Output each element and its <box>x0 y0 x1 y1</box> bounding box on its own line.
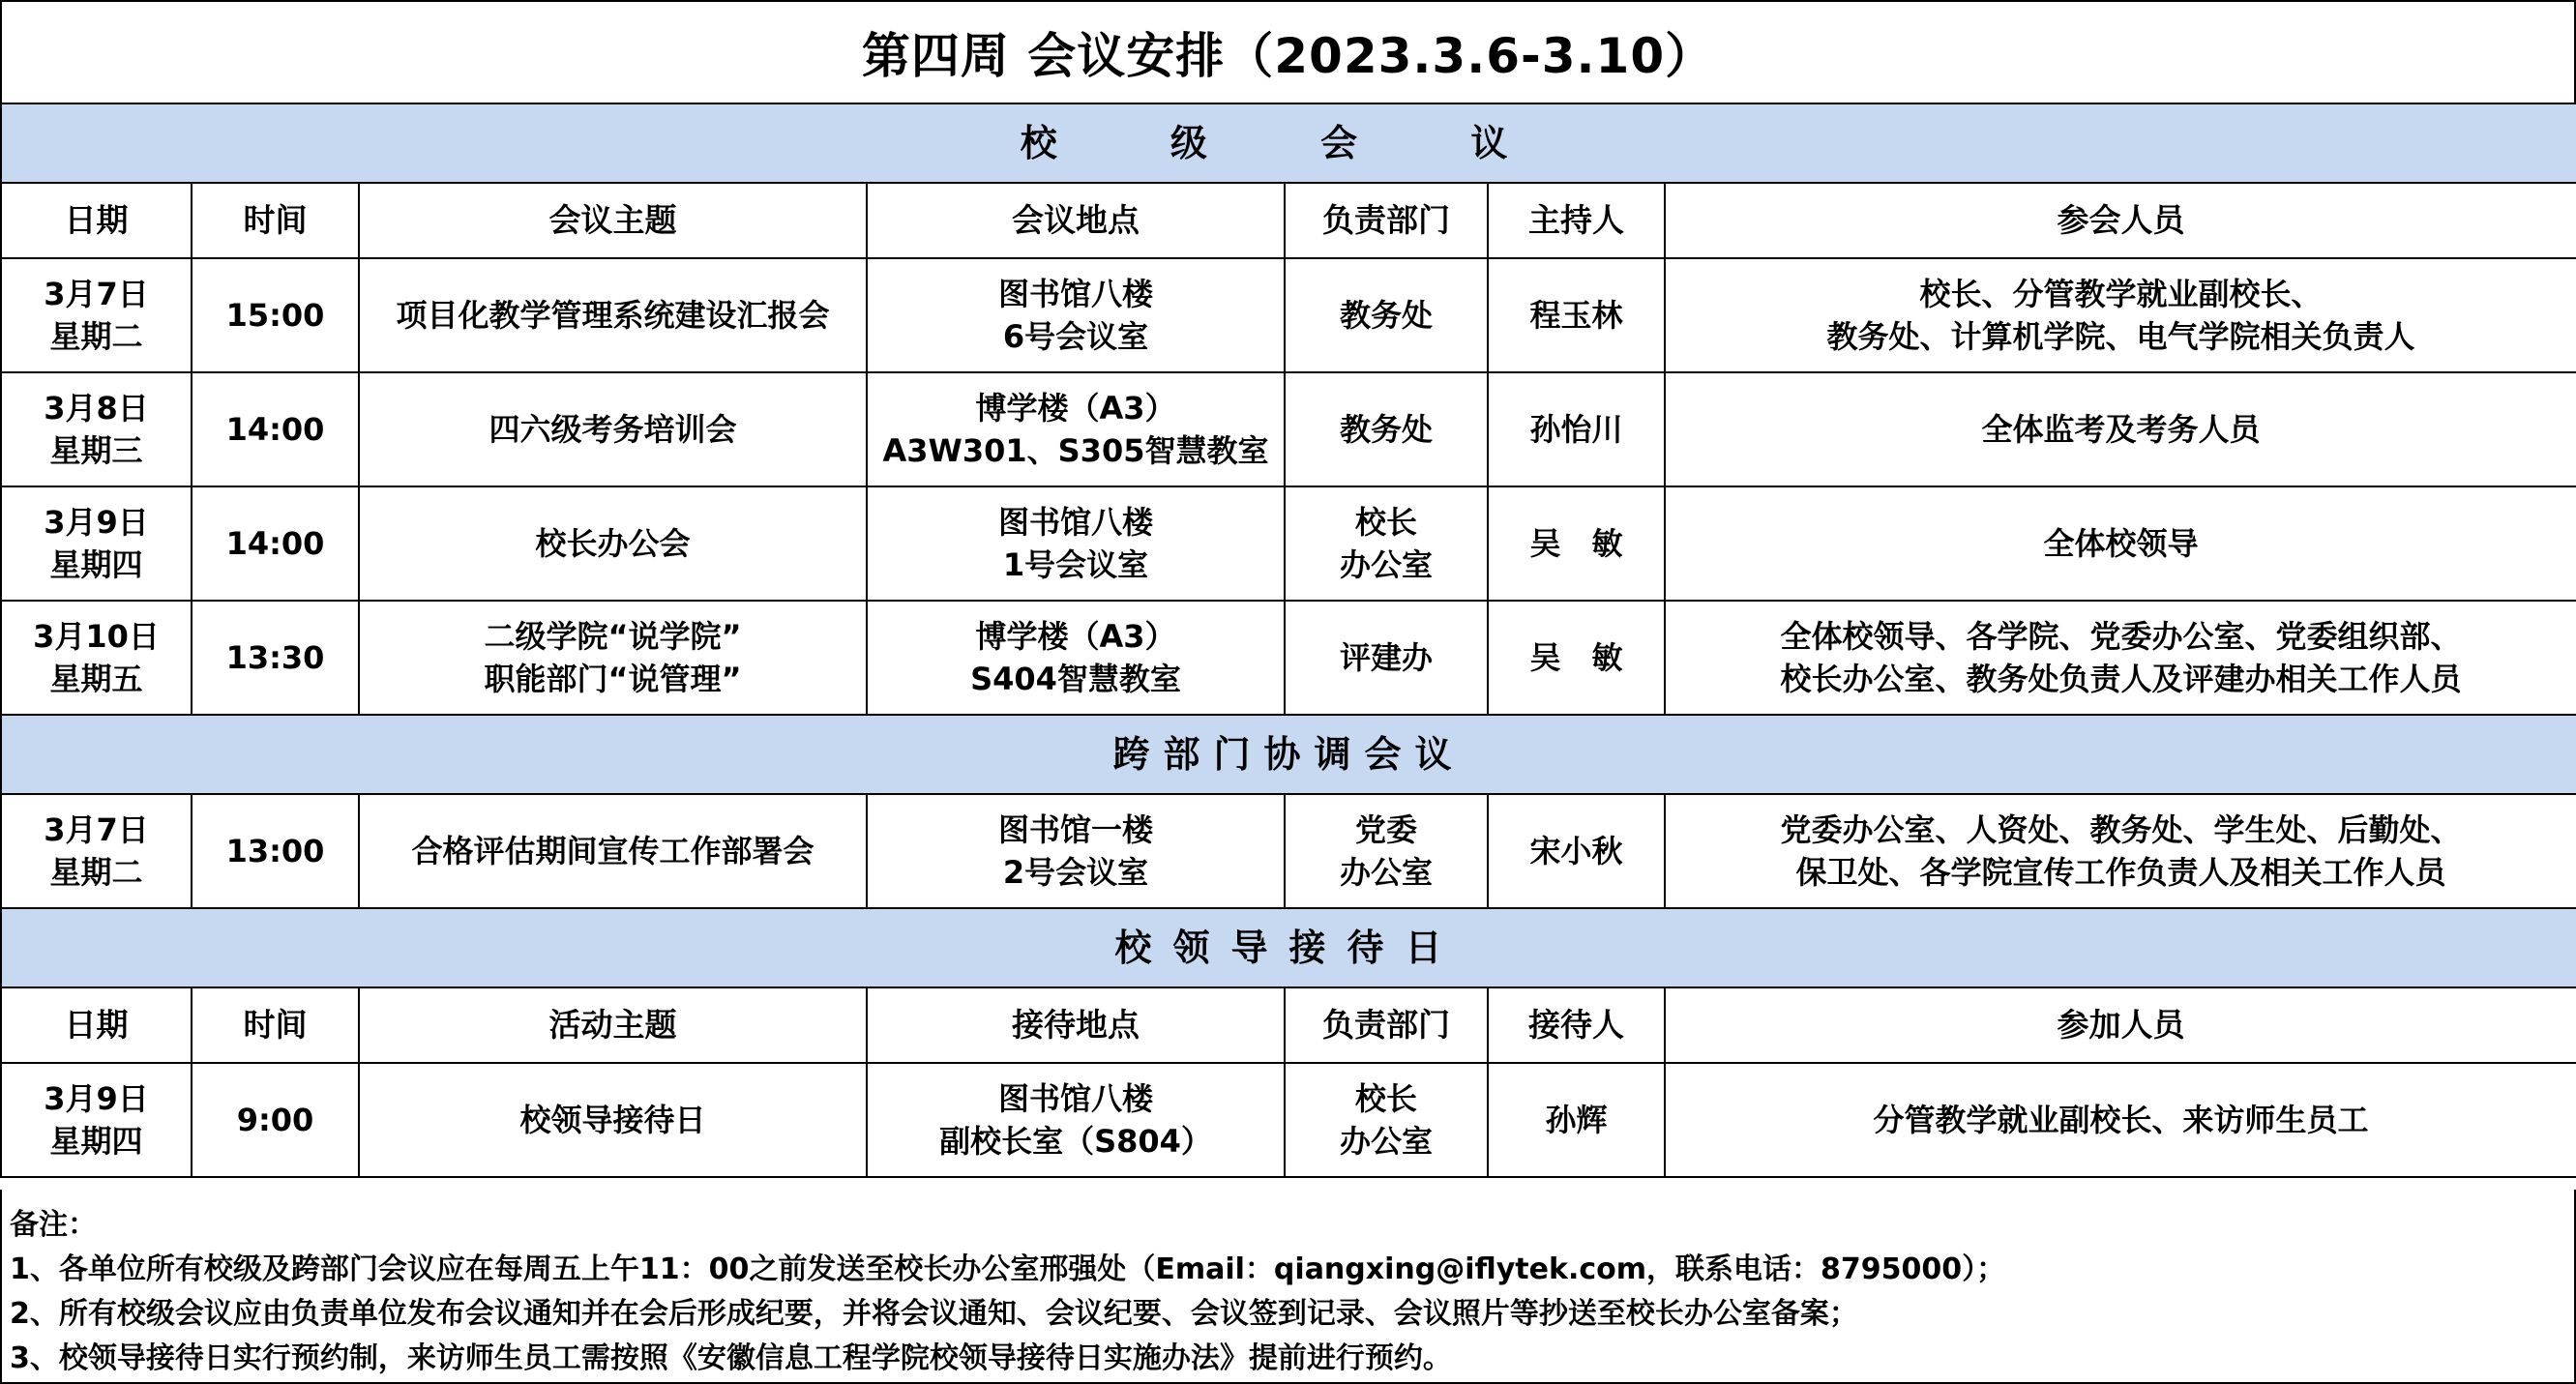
column-header: 负责部门 <box>1285 183 1488 258</box>
date-text: 3月7日 <box>44 811 149 848</box>
attendees-text: 保卫处、各学院宣传工作负责人及相关工作人员 <box>1795 854 2446 891</box>
topic-text: 项目化教学管理系统建设汇报会 <box>396 297 830 334</box>
notes-heading: 备注： <box>10 1208 97 1242</box>
column-header: 接待地点 <box>867 987 1285 1063</box>
topic-cell <box>359 258 867 372</box>
place-text: 2号会议室 <box>1002 854 1149 891</box>
attendees-text: 教务处、计算机学院、电气学院相关负责人 <box>1826 318 2415 355</box>
attendees-cell <box>1665 1063 2576 1177</box>
dept-text: 党委 <box>1354 811 1417 848</box>
time-text: 13:30 <box>225 639 325 676</box>
schedule-body <box>1 103 2576 1177</box>
column-header: 活动主题 <box>359 987 867 1063</box>
host-cell <box>1488 1063 1665 1177</box>
topic-cell <box>359 1063 867 1177</box>
attendees-text: 全体校领导、各学院、党委办公室、党委组织部、 <box>1780 618 2462 655</box>
attendees-cell <box>1665 794 2576 908</box>
note-item-2: 2、所有校级会议应由负责单位发布会议通知并在会后形成纪要，并将会议通知、会议纪要、会议签到记录、会议照片等抄送至校长办公室备案； <box>10 1297 1858 1331</box>
host-text: 吴 敏 <box>1529 639 1623 676</box>
reception-header <box>1 987 2576 1063</box>
date-text: 星期二 <box>49 854 143 891</box>
place-cell <box>867 794 1285 908</box>
topic-text: 校领导接待日 <box>519 1102 706 1138</box>
schedule-table <box>0 103 2576 1178</box>
topic-cell <box>359 372 867 486</box>
host-cell <box>1488 486 1665 601</box>
column-header: 主持人 <box>1488 183 1665 258</box>
column-header: 负责部门 <box>1285 987 1488 1063</box>
attendees-cell <box>1665 601 2576 715</box>
column-header: 日期 <box>1 183 192 258</box>
place-text: S404智慧教室 <box>970 661 1181 697</box>
time-text: 9:00 <box>236 1102 314 1138</box>
note-item-1: 1、各单位所有校级及跨部门会议应在每周五上午11：00之前发送至校长办公室邢强处（Email：qiangxing@iflytek.com，联系电话：8795000）； <box>10 1252 2006 1286</box>
date-text: 3月10日 <box>33 618 160 655</box>
topic-cell <box>359 601 867 715</box>
date-cell <box>1 372 192 486</box>
school-meetings-heading: 校 级 会 议 <box>1 103 2576 183</box>
place-cell <box>867 1063 1285 1177</box>
dept-text: 校长 <box>1354 504 1417 541</box>
host-text: 孙辉 <box>1545 1102 1608 1138</box>
date-text: 星期四 <box>49 1123 143 1160</box>
attendees-text: 校长办公室、教务处负责人及评建办相关工作人员 <box>1780 661 2462 697</box>
host-text: 吴 敏 <box>1529 525 1623 562</box>
date-text: 星期五 <box>49 661 143 697</box>
column-header: 会议地点 <box>867 183 1285 258</box>
date-cell <box>1 794 192 908</box>
attendees-cell <box>1665 258 2576 372</box>
attendees-text: 分管教学就业副校长、来访师生员工 <box>1873 1102 2369 1138</box>
date-text: 3月8日 <box>44 390 149 427</box>
column-header: 日期 <box>1 987 192 1063</box>
dept-cell <box>1285 372 1488 486</box>
date-text: 星期三 <box>49 432 143 469</box>
topic-text: 二级学院“说学院” <box>484 618 742 655</box>
table-row <box>1 794 2576 908</box>
reception-day-heading: 校领导接待日 <box>1 908 2576 987</box>
host-cell <box>1488 794 1665 908</box>
topic-text: 四六级考务培训会 <box>489 411 737 448</box>
date-text: 星期二 <box>49 318 143 355</box>
attendees-text: 全体监考及考务人员 <box>1981 411 2261 448</box>
host-cell <box>1488 372 1665 486</box>
host-cell <box>1488 258 1665 372</box>
dept-text: 办公室 <box>1339 1123 1433 1160</box>
topic-cell <box>359 794 867 908</box>
topic-cell <box>359 486 867 601</box>
table-row <box>1 601 2576 715</box>
time-cell <box>192 1063 359 1177</box>
date-cell <box>1 258 192 372</box>
school-meetings-row <box>1 103 2576 183</box>
topic-text: 职能部门“说管理” <box>484 661 742 697</box>
time-cell <box>192 258 359 372</box>
column-header: 参加人员 <box>1665 987 2576 1063</box>
place-text: 6号会议室 <box>1002 318 1149 355</box>
dept-text: 办公室 <box>1339 854 1433 891</box>
dept-cell <box>1285 486 1488 601</box>
column-header: 接待人 <box>1488 987 1665 1063</box>
column-header: 时间 <box>192 987 359 1063</box>
time-cell <box>192 794 359 908</box>
dept-cell <box>1285 794 1488 908</box>
place-text: 1号会议室 <box>1002 546 1149 583</box>
time-text: 13:00 <box>225 833 325 869</box>
time-text: 15:00 <box>225 297 325 334</box>
place-cell <box>867 601 1285 715</box>
host-text: 宋小秋 <box>1529 833 1623 869</box>
table-row <box>1 1063 2576 1177</box>
date-cell <box>1 1063 192 1177</box>
attendees-cell <box>1665 486 2576 601</box>
time-cell <box>192 372 359 486</box>
place-text: 图书馆八楼 <box>997 504 1153 541</box>
dept-text: 评建办 <box>1339 639 1433 676</box>
time-cell <box>192 486 359 601</box>
date-text: 3月9日 <box>44 504 149 541</box>
host-cell <box>1488 601 1665 715</box>
dept-text: 教务处 <box>1339 297 1433 334</box>
dept-cell <box>1285 1063 1488 1177</box>
table-row <box>1 486 2576 601</box>
dept-cell <box>1285 601 1488 715</box>
dept-text: 教务处 <box>1339 411 1433 448</box>
table-row <box>1 372 2576 486</box>
place-cell <box>867 372 1285 486</box>
dept-cell <box>1285 258 1488 372</box>
date-text: 星期四 <box>49 546 143 583</box>
date-text: 3月7日 <box>44 276 149 312</box>
place-text: 博学楼（A3） <box>975 390 1176 427</box>
attendees-text: 全体校领导 <box>2043 525 2199 562</box>
place-cell <box>867 258 1285 372</box>
time-text: 14:00 <box>225 525 325 562</box>
attendees-text: 校长、分管教学就业副校长、 <box>1919 276 2323 312</box>
topic-text: 合格评估期间宣传工作部署会 <box>411 833 814 869</box>
dept-text: 办公室 <box>1339 546 1433 583</box>
place-text: 图书馆八楼 <box>997 276 1153 312</box>
time-cell <box>192 601 359 715</box>
column-header: 参会人员 <box>1665 183 2576 258</box>
place-text: A3W301、S305智慧教室 <box>882 432 1269 469</box>
attendees-cell <box>1665 372 2576 486</box>
reception-day-row <box>1 908 2576 987</box>
note-item-3: 3、校领导接待日实行预约制，来访师生员工需按照《安徽信息工程学院校领导接待日实施办法》提前进行预约。 <box>10 1341 1452 1375</box>
page-title: 第四周 会议安排（2023.3.6-3.10） <box>0 0 2576 103</box>
notes-block <box>0 1190 2576 1384</box>
place-text: 图书馆一楼 <box>997 811 1153 848</box>
cross-dept-meetings-heading: 跨部门协调会议 <box>1 715 2576 794</box>
host-text: 程玉林 <box>1529 297 1623 334</box>
topic-text: 校长办公会 <box>535 525 691 562</box>
host-text: 孙怡川 <box>1529 411 1623 448</box>
table-row <box>1 258 2576 372</box>
school-meetings-header <box>1 183 2576 258</box>
place-text: 图书馆八楼 <box>997 1080 1153 1117</box>
dept-text: 校长 <box>1354 1080 1417 1117</box>
date-text: 3月9日 <box>44 1080 149 1117</box>
date-cell <box>1 601 192 715</box>
time-text: 14:00 <box>225 411 325 448</box>
place-cell <box>867 486 1285 601</box>
column-header: 会议主题 <box>359 183 867 258</box>
date-cell <box>1 486 192 601</box>
place-text: 博学楼（A3） <box>975 618 1176 655</box>
attendees-text: 党委办公室、人资处、教务处、学生处、后勤处、 <box>1780 811 2462 848</box>
place-text: 副校长室（S804） <box>939 1123 1212 1160</box>
cross-dept-meetings-row <box>1 715 2576 794</box>
column-header: 时间 <box>192 183 359 258</box>
